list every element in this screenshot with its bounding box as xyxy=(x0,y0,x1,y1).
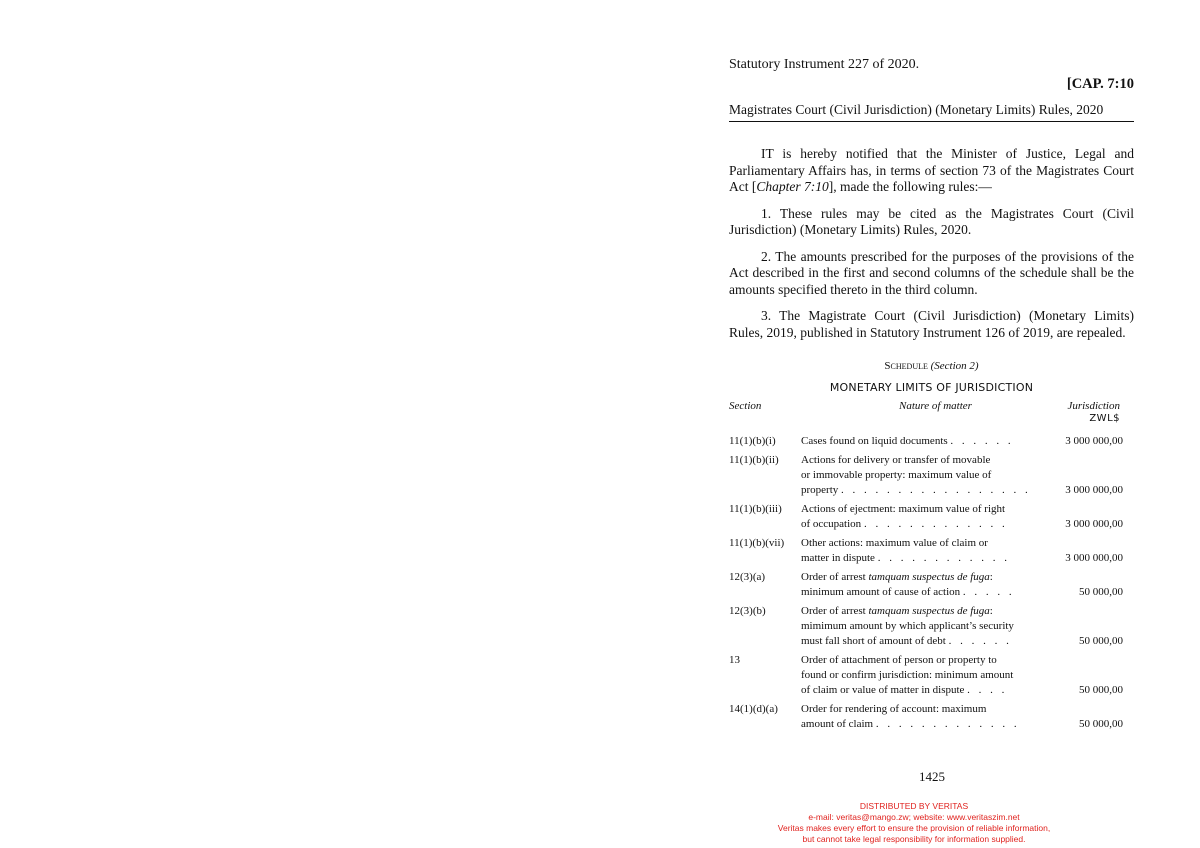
row-amount: 3 000 000,00 xyxy=(1065,484,1123,496)
nature-line xyxy=(801,634,1053,649)
dot-leader: . . . . . . . . . . . . xyxy=(877,552,1010,564)
page-number: 1425 xyxy=(919,769,945,784)
rules-title: Magistrates Court (Civil Jurisdiction) (Monetary Limits) Rules, 2020 xyxy=(729,101,1134,122)
schedule-table-header xyxy=(729,400,1134,430)
nature-line: Other actions: maximum value of claim or xyxy=(801,537,988,549)
latin-phrase: tamquam suspectus de fuga xyxy=(868,571,990,583)
row-nature xyxy=(801,570,1053,600)
schedule-title: MONETARY LIMITS OF JURISDICTION xyxy=(829,381,1034,394)
row-section: 12(3)(a) xyxy=(729,571,766,583)
nature-line-text: Order of arrest xyxy=(801,605,869,617)
table-row xyxy=(729,702,1134,732)
nature-line xyxy=(801,717,1053,732)
nature-line: found or confirm jurisdiction: minimum amount xyxy=(801,669,1014,681)
nature-line xyxy=(801,434,1053,449)
schedule-section-ref: (Section 2) xyxy=(930,360,979,372)
row-section: 11(1)(b)(iii) xyxy=(729,503,782,515)
dot-leader: . . . . . . xyxy=(948,635,1012,647)
nature-line-text: amount of claim xyxy=(801,718,874,730)
row-nature xyxy=(801,502,1053,532)
nature-line: mimimum amount by which applicant’s security xyxy=(801,620,1014,632)
nature-line xyxy=(801,683,1053,698)
nature-line-text: Cases found on liquid documents xyxy=(801,435,948,447)
nature-line-text: of claim or value of matter in dispute xyxy=(801,684,965,696)
footer-line: Veritas makes every effort to ensure the provision of reliable information, xyxy=(777,823,1051,833)
row-section: 11(1)(b)(i) xyxy=(729,435,776,447)
dot-leader: . . . . . xyxy=(962,586,1015,598)
row-amount: 50 000,00 xyxy=(1079,586,1123,598)
row-section: 11(1)(b)(vii) xyxy=(729,537,785,549)
document-page xyxy=(729,56,1134,732)
schedule-heading xyxy=(729,359,1134,373)
latin-phrase: tamquam suspectus de fuga xyxy=(868,605,990,617)
row-section: 12(3)(b) xyxy=(729,605,766,617)
table-row xyxy=(729,502,1134,532)
rule-paragraph-3: 3. The Magistrate Court (Civil Jurisdiction) (Monetary Limits) Rules, 2019, published in Statutory Instrument 126 of 2019, are repealed. xyxy=(729,308,1134,340)
row-section: 11(1)(b)(ii) xyxy=(729,454,779,466)
nature-line xyxy=(801,517,1053,532)
footer-line: e-mail: veritas@mango.zw; website: www.veritaszim.net xyxy=(808,812,1020,822)
row-nature xyxy=(801,536,1053,566)
intro-paragraph xyxy=(729,146,1134,196)
chapter-reference: [CAP. 7:10 xyxy=(1066,76,1134,92)
nature-line-text: matter in dispute xyxy=(801,552,875,564)
nature-line-text: must fall short of amount of debt xyxy=(801,635,946,647)
nature-line: Actions for delivery or transfer of movable xyxy=(801,454,991,466)
table-row xyxy=(729,453,1134,498)
row-amount: 3 000 000,00 xyxy=(1065,435,1123,447)
dot-leader: . . . . . . . . . . . . . . . . . xyxy=(841,484,1031,496)
row-nature xyxy=(801,434,1053,449)
dot-leader: . . . . . . . . . . . . . xyxy=(863,518,1008,530)
nature-line xyxy=(801,585,1053,600)
row-section: 14(1)(d)(a) xyxy=(729,703,778,715)
rule-paragraph-1: 1. These rules may be cited as the Magistrates Court (Civil Jurisdiction) (Monetary Limits) Rules, 2020. xyxy=(729,205,1134,237)
nature-line-punct: : xyxy=(989,571,993,583)
dot-leader: . . . . xyxy=(967,684,1008,696)
row-nature xyxy=(801,453,1053,498)
intro-text-before: IT is hereby notified that the Minister of Justice, Legal and Parliamentary Affairs has, in terms of section 73 of the Magistrates Court Act [ xyxy=(729,146,1134,194)
row-amount: 50 000,00 xyxy=(1079,718,1123,730)
rule-paragraph-2: 2. The amounts prescribed for the purposes of the provisions of the Act described in the first and second columns of the schedule shall be the amounts specified thereto in the third column. xyxy=(729,248,1134,297)
footer-line: but cannot take legal responsibility for information supplied. xyxy=(802,834,1026,844)
nature-line xyxy=(801,551,1053,566)
row-amount: 3 000 000,00 xyxy=(1065,552,1123,564)
nature-line xyxy=(801,604,1053,619)
nature-line xyxy=(801,483,1053,498)
intro-chapter: Chapter 7:10 xyxy=(756,179,829,194)
column-header-currency: ZWL$ xyxy=(1089,413,1120,424)
instrument-number: Statutory Instrument 227 of 2020. xyxy=(729,57,920,72)
dot-leader: . . . . . . . . . . . . . xyxy=(875,718,1020,730)
nature-line-text: Order of arrest xyxy=(801,571,869,583)
schedule-table-body xyxy=(729,434,1134,732)
row-amount: 50 000,00 xyxy=(1079,635,1123,647)
dot-leader: . . . . . . xyxy=(950,435,1014,447)
footer-line: DISTRIBUTED BY VERITAS xyxy=(859,801,969,811)
schedule-label: Schedule xyxy=(884,360,928,372)
table-row xyxy=(729,536,1134,566)
nature-line-punct: : xyxy=(989,605,993,617)
nature-line: or immovable property: maximum value of xyxy=(801,469,992,481)
row-nature xyxy=(801,604,1053,649)
row-amount: 3 000 000,00 xyxy=(1065,518,1123,530)
intro-text-after: ], made the following rules:— xyxy=(828,179,992,194)
nature-line xyxy=(801,570,1053,585)
nature-line: Actions of ejectment: maximum value of right xyxy=(801,503,1006,515)
nature-line-text: of occupation xyxy=(801,518,862,530)
table-row xyxy=(729,604,1134,649)
column-header-jurisdiction: Jurisdiction xyxy=(1067,400,1120,412)
table-row xyxy=(729,434,1134,449)
nature-line-text: property xyxy=(801,484,839,496)
row-nature xyxy=(801,653,1053,698)
row-section: 13 xyxy=(729,654,740,666)
nature-line: Order for rendering of account: maximum xyxy=(801,703,987,715)
column-header-section: Section xyxy=(729,400,762,412)
column-header-nature: Nature of matter xyxy=(899,400,972,412)
nature-line-text: minimum amount of cause of action xyxy=(801,586,961,598)
distribution-footer xyxy=(714,801,1114,845)
table-row xyxy=(729,653,1134,698)
table-row xyxy=(729,570,1134,600)
row-amount: 50 000,00 xyxy=(1079,684,1123,696)
row-nature xyxy=(801,702,1053,732)
nature-line: Order of attachment of person or property to xyxy=(801,654,997,666)
